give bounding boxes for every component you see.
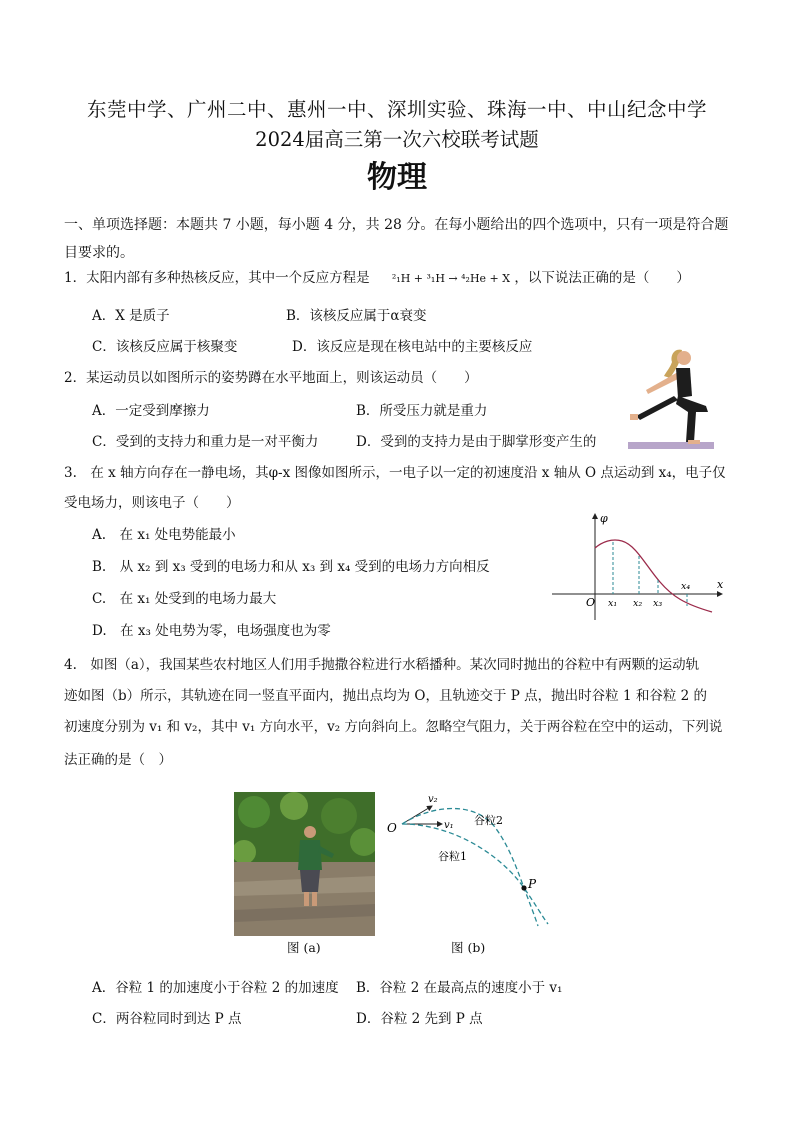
q3-option-c: C. 在 x₁ 处受到的电场力最大 [92,591,277,607]
q2-stem: 2．某运动员以如图所示的姿势蹲在水平地面上，则该运动员（ ） [64,370,478,386]
fig-a-caption: 图 (a) [287,940,321,955]
q4-option-a: A．谷粒 1 的加速度小于谷粒 2 的加速度 [92,980,339,996]
q1-stem: 1．太阳内部有多种热核反应，其中一个反应方程是 [64,270,370,286]
q1-option-c: C．该核反应属于核聚变 [92,339,238,355]
graph-tick-x2: x₂ [633,598,643,609]
header-exam-title: 2024届高三第一次六校联考试题 [255,128,539,151]
q1-option-d: D．该反应是现在核电站中的主要核反应 [292,339,533,355]
q4-stem-line2: 迹如图（b）所示，其轨迹在同一竖直平面内，抛出点均为 O，且轨迹交于 P 点，抛出时谷粒 1 和谷粒 2 的 [64,688,708,704]
q2-option-a: A．一定受到摩擦力 [92,403,210,419]
graph-tick-x4: x₄ [681,581,691,592]
grain2-label: 谷粒2 [474,814,503,827]
q4-stem-line3: 初速度分别为 v₁ 和 v₂，其中 v₁ 方向水平，v₂ 方向斜向上。忽略空气阻力，关于两谷粒在空中的运动，下列说 [64,719,723,735]
header-subject: 物理 [367,160,427,195]
q4-option-d: D．谷粒 2 先到 P 点 [356,1011,483,1027]
q1-stem-line [64,266,690,286]
q3-stem-line2: 受电场力，则该电子（ ） [64,495,240,511]
athlete-squat-figure [626,346,718,454]
point-p-dot [521,885,526,890]
q3-stem-line1: 3. 在 x 轴方向存在一静电场，其φ-x 图像如图所示，一电子以一定的初速度沿 x 轴从 O 点运动到 x₄，电子仅 [64,465,726,481]
q2-option-d: D．受到的支持力是由于脚掌形变产生的 [356,434,597,450]
q1-equation: ²₁H + ³₁H → ⁴₂He + X [391,272,511,285]
q1-option-a: A．X 是质子 [92,308,170,324]
v1-label: v₁ [444,820,454,831]
phi-x-graph [550,508,730,626]
point-p-label: P [528,877,537,891]
grain1-trajectory [402,824,548,924]
header-schools: 东莞中学、广州二中、惠州一中、深圳实验、珠海一中、中山纪念中学 [86,98,707,121]
q3-option-a: A. 在 x₁ 处电势能最小 [92,527,236,543]
graph-x-label: x [717,578,724,591]
q3-option-d: D. 在 x₃ 处电势为零，电场强度也为零 [92,623,331,639]
origin-label: O [387,821,397,835]
q4-stem-line4: 法正确的是（ ） [64,752,172,768]
trajectory-diagram [384,786,560,932]
q4-option-b: B．谷粒 2 在最高点的速度小于 v₁ [356,980,563,996]
graph-tick-x1: x₁ [608,598,618,609]
graph-tick-x3: x₃ [653,598,663,609]
v2-arrow [402,806,432,824]
fig-b-caption: 图 (b) [451,940,486,955]
graph-y-label: φ [600,512,608,525]
grain1-label: 谷粒1 [438,850,467,863]
section-instructions: 一、单项选择题：本题共 7 小题，每小题 4 分，共 28 分。在每小题给出的四个选项中，只有一项是符合题目要求的。 [64,217,729,261]
v2-label: v₂ [428,794,438,805]
q4-stem-line1: 4. 如图（a），我国某些农村地区人们用手抛撒谷粒进行水稻播种。某次同时抛出的谷粒中有两颗的运动轨 [64,657,700,673]
graph-origin-label: O [586,596,596,609]
q1-stem-end: ，以下说法正确的是（ ） [514,270,690,286]
q1-option-b: B．该核反应属于α衰变 [286,308,427,324]
q2-option-b: B．所受压力就是重力 [356,403,488,419]
q2-option-c: C．受到的支持力和重力是一对平衡力 [92,434,319,450]
q3-option-b: B. 从 x₂ 到 x₃ 受到的电场力和从 x₃ 到 x₄ 受到的电场力方向相反 [92,559,490,575]
q4-option-c: C．两谷粒同时到达 P 点 [92,1011,242,1027]
farmer-photo [234,792,375,936]
